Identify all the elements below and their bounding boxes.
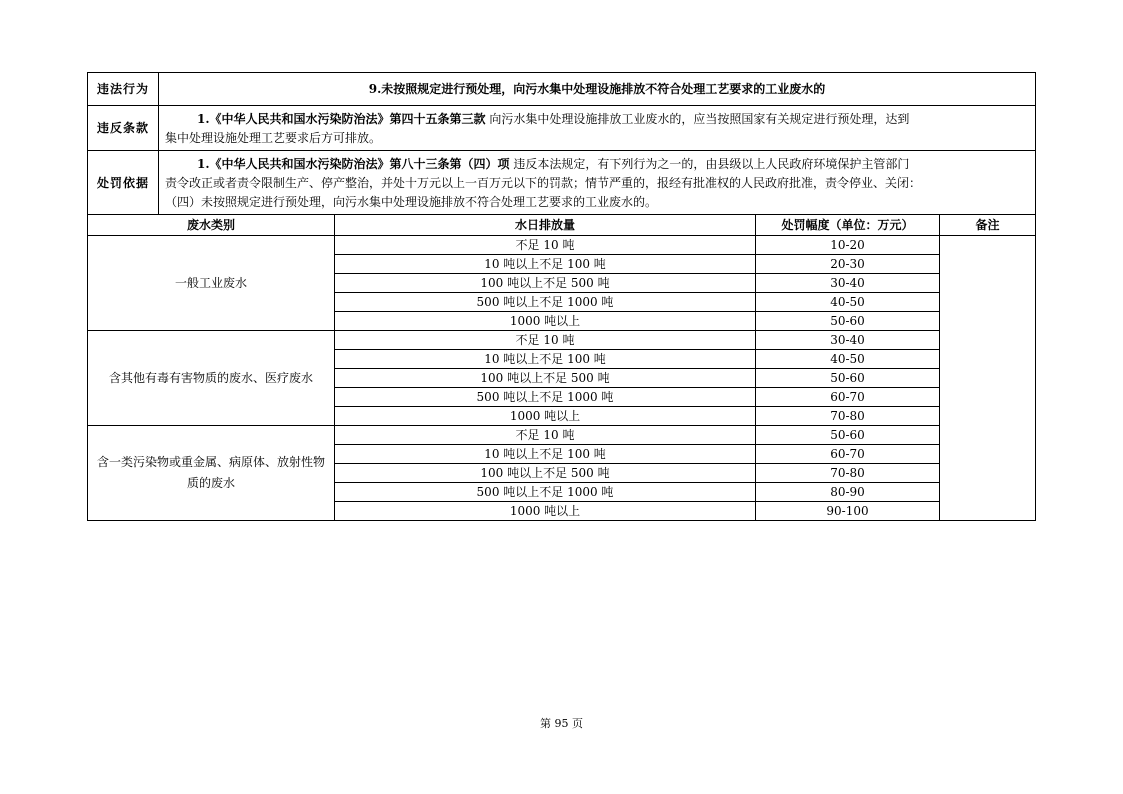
violation-row — [88, 73, 1036, 106]
penalty-cell: 80-90 — [756, 483, 940, 502]
violation-title: 9.未按照规定进行预处理，向污水集中处理设施排放不符合处理工艺要求的工业废水的 — [159, 73, 1036, 106]
basis-text: 违反本法规定，有下列行为之一的，由县级以上人民政府环境保护主管部门 — [509, 157, 910, 171]
clause-text: 向污水集中处理设施排放工业废水的，应当按照国家有关规定进行预处理，达到 — [485, 112, 910, 126]
penalty-cell: 30-40 — [756, 331, 940, 350]
volume-cell: 不足 10 吨 — [335, 426, 756, 445]
volume-cell: 500 吨以上不足 1000 吨 — [335, 388, 756, 407]
penalty-cell: 40-50 — [756, 350, 940, 369]
column-header-volume: 水日排放量 — [335, 215, 756, 236]
violation-label: 违法行为 — [88, 73, 159, 106]
volume-cell: 不足 10 吨 — [335, 331, 756, 350]
volume-cell: 100 吨以上不足 500 吨 — [335, 464, 756, 483]
basis-row — [88, 151, 1036, 215]
clause-label: 违反条款 — [88, 106, 159, 151]
penalty-cell: 70-80 — [756, 464, 940, 483]
basis-line-1 — [165, 155, 1029, 174]
penalty-cell: 50-60 — [756, 312, 940, 331]
penalty-cell: 60-70 — [756, 388, 940, 407]
volume-cell: 500 吨以上不足 1000 吨 — [335, 293, 756, 312]
penalty-cell: 50-60 — [756, 426, 940, 445]
note-cell — [940, 236, 1036, 521]
basis-reference: 1.《中华人民共和国水污染防治法》第八十三条第（四）项 — [197, 157, 510, 171]
column-header-penalty: 处罚幅度（单位：万元） — [756, 215, 940, 236]
wastewater-category: 含一类污染物或重金属、病原体、放射性物质的废水 — [88, 426, 335, 521]
basis-text-line-3: （四）未按照规定进行预处理，向污水集中处理设施排放不符合处理工艺要求的工业废水的。 — [165, 195, 658, 209]
penalty-cell: 50-60 — [756, 369, 940, 388]
basis-label: 处罚依据 — [88, 151, 159, 215]
basis-content — [159, 151, 1036, 215]
volume-cell: 不足 10 吨 — [335, 236, 756, 255]
table-row — [88, 426, 1036, 445]
penalty-cell: 70-80 — [756, 407, 940, 426]
volume-cell: 1000 吨以上 — [335, 407, 756, 426]
volume-cell: 100 吨以上不足 500 吨 — [335, 274, 756, 293]
clause-row — [88, 106, 1036, 151]
column-header-row — [88, 215, 1036, 236]
volume-cell: 1000 吨以上 — [335, 502, 756, 521]
clause-text-continued: 集中处理设施处理工艺要求后方可排放。 — [165, 131, 382, 145]
column-header-type: 废水类别 — [88, 215, 335, 236]
volume-cell: 10 吨以上不足 100 吨 — [335, 350, 756, 369]
clause-line-1 — [165, 110, 1029, 129]
penalty-cell: 30-40 — [756, 274, 940, 293]
penalty-cell: 10-20 — [756, 236, 940, 255]
column-header-note: 备注 — [940, 215, 1036, 236]
penalty-table — [87, 72, 1036, 521]
volume-cell: 500 吨以上不足 1000 吨 — [335, 483, 756, 502]
wastewater-category: 含其他有毒有害物质的废水、医疗废水 — [88, 331, 335, 426]
table-row — [88, 236, 1036, 255]
penalty-cell: 20-30 — [756, 255, 940, 274]
clause-reference: 1.《中华人民共和国水污染防治法》第四十五条第三款 — [197, 112, 486, 126]
page-number: 第 95 页 — [540, 717, 583, 730]
volume-cell: 10 吨以上不足 100 吨 — [335, 445, 756, 464]
volume-cell: 1000 吨以上 — [335, 312, 756, 331]
clause-content — [159, 106, 1036, 151]
penalty-cell: 40-50 — [756, 293, 940, 312]
basis-text-line-2: 责令改正或者责令限制生产、停产整治，并处十万元以上一百万元以下的罚款；情节严重的，报经有批准权的人民政府批准，责令停业、关闭： — [165, 176, 922, 190]
penalty-cell: 90-100 — [756, 502, 940, 521]
wastewater-category: 一般工业废水 — [88, 236, 335, 331]
volume-cell: 100 吨以上不足 500 吨 — [335, 369, 756, 388]
volume-cell: 10 吨以上不足 100 吨 — [335, 255, 756, 274]
table-row — [88, 331, 1036, 350]
penalty-cell: 60-70 — [756, 445, 940, 464]
